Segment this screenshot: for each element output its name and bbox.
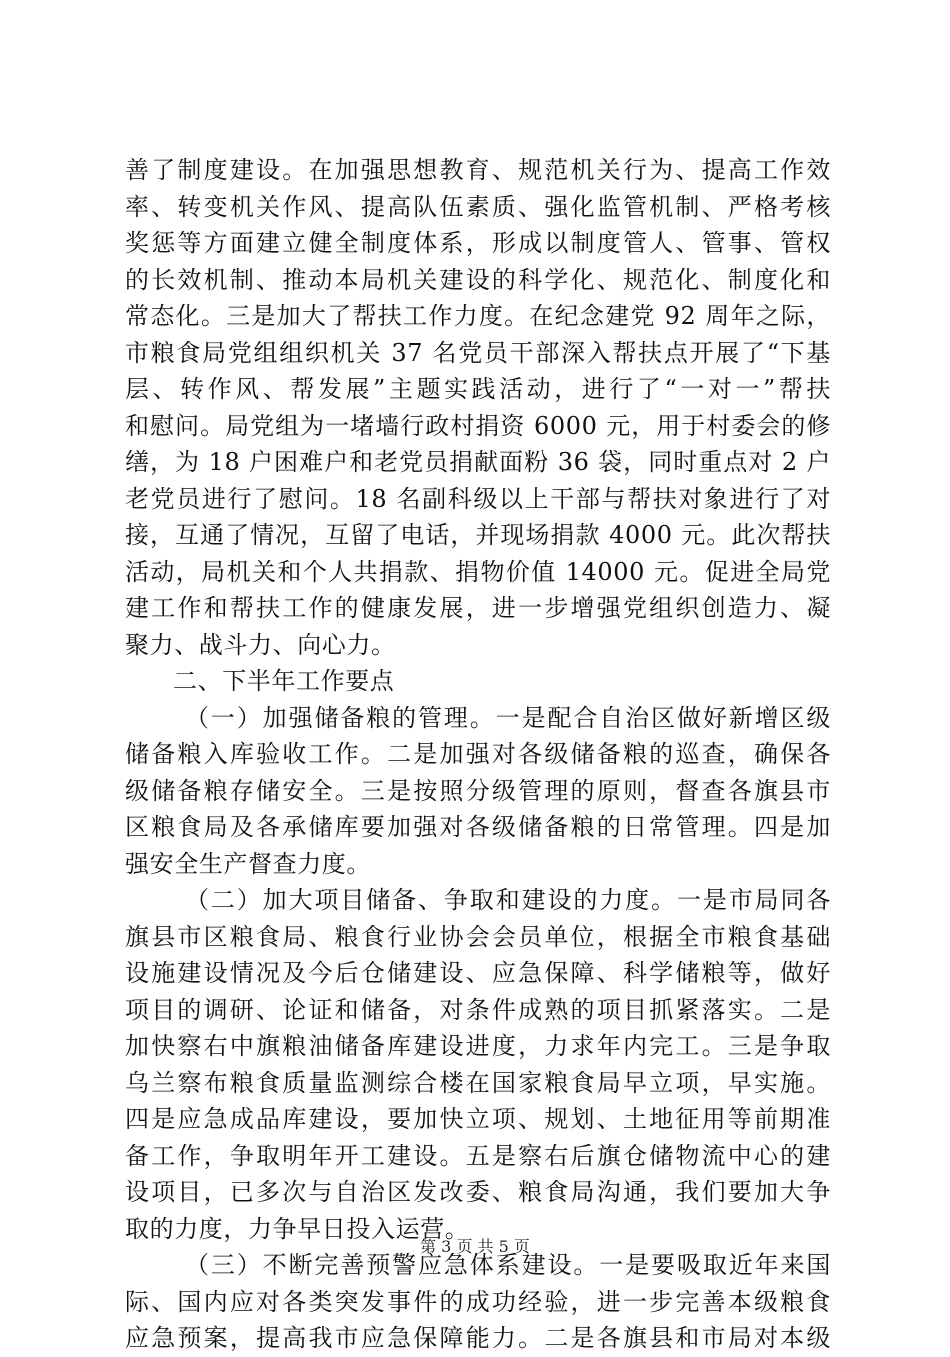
body-line: 乌兰察布粮食质量监测综合楼在国家粮食局早立项，早实施。 [125, 1068, 831, 1097]
body-line: 活动，局机关和个人共捐款、捐物价值 14000 元。促进全局党 [125, 557, 831, 586]
body-line: 常态化。三是加大了帮扶工作力度。在纪念建党 92 周年之际， [125, 302, 831, 330]
body-line: （三）不断完善预警应急体系建设。一是要吸取近年来国 [185, 1251, 831, 1279]
body-line: 设项目，已多次与自治区发改委、粮食局沟通，我们要加大争 [125, 1178, 831, 1206]
body-line: （一）加强储备粮的管理。一是配合自治区做好新增区级 [185, 703, 831, 732]
body-line: 应急预案，提高我市应急保障能力。二是各旗县和市局对本级 [125, 1324, 831, 1352]
body-line: 储备粮入库验收工作。二是加强对各级储备粮的巡查，确保各 [125, 740, 831, 768]
body-line: 市粮食局党组组织机关 37 名党员干部深入帮扶点开展了“下基 [125, 338, 831, 367]
body-line: 的长效机制、推动本局机关建设的科学化、规范化、制度化和 [125, 265, 831, 294]
body-line: 级储备粮存储安全。三是按照分级管理的原则，督查各旗县市 [125, 776, 831, 805]
section-heading: 二、下半年工作要点 [173, 667, 395, 695]
body-line: 和慰问。局党组为一堵墙行政村捐资 6000 元，用于村委会的修 [125, 411, 831, 440]
body-line: 老党员进行了慰问。18 名副科级以上干部与帮扶对象进行了对 [125, 484, 831, 513]
body-line: 缮，为 18 户困难户和老党员捐献面粉 36 袋，同时重点对 2 户 [125, 448, 831, 476]
body-line: （二）加大项目储备、争取和建设的力度。一是市局同各 [185, 886, 831, 914]
body-line: 项目的调研、论证和储备，对条件成熟的项目抓紧落实。二是 [125, 995, 831, 1024]
body-line: 建工作和帮扶工作的健康发展，进一步增强党组织创造力、凝 [125, 594, 831, 622]
body-line: 善了制度建设。在加强思想教育、规范机关行为、提高工作效 [125, 156, 831, 184]
body-line: 强安全生产督查力度。 [125, 849, 371, 878]
body-line: 层、转作风、帮发展”主题实践活动，进行了“一对一”帮扶 [125, 375, 831, 403]
body-line: 四是应急成品库建设，要加快立项、规划、土地征用等前期准 [125, 1105, 831, 1133]
document-body [125, 152, 831, 1357]
body-line: 设施建设情况及今后仓储建设、应急保障、科学储粮等，做好 [125, 959, 831, 987]
body-line: 备工作，争取明年开工建设。五是察右后旗仓储物流中心的建 [125, 1141, 831, 1170]
body-line: 率、转变机关作风、提高队伍素质、强化监管机制、严格考核 [125, 192, 831, 221]
body-line: 区粮食局及各承储库要加强对各级储备粮的日常管理。四是加 [125, 813, 831, 841]
body-line: 旗县市区粮食局、粮食行业协会会员单位，根据全市粮食基础 [125, 922, 831, 951]
body-line: 接，互通了情况，互留了电话，并现场捐款 4000 元。此次帮扶 [125, 521, 831, 549]
body-line: 取的力度，力争早日投入运营。 [125, 1214, 470, 1243]
body-line: 奖惩等方面建立健全制度体系，形成以制度管人、管事、管权 [125, 229, 831, 257]
body-line: 聚力、战斗力、向心力。 [125, 630, 396, 659]
body-line: 际、国内应对各类突发事件的成功经验，进一步完善本级粮食 [125, 1287, 831, 1316]
page-number-footer: 第 3 页 共 5 页 [420, 1237, 530, 1256]
body-line: 加快察右中旗粮油储备库建设进度，力求年内完工。三是争取 [125, 1032, 831, 1060]
